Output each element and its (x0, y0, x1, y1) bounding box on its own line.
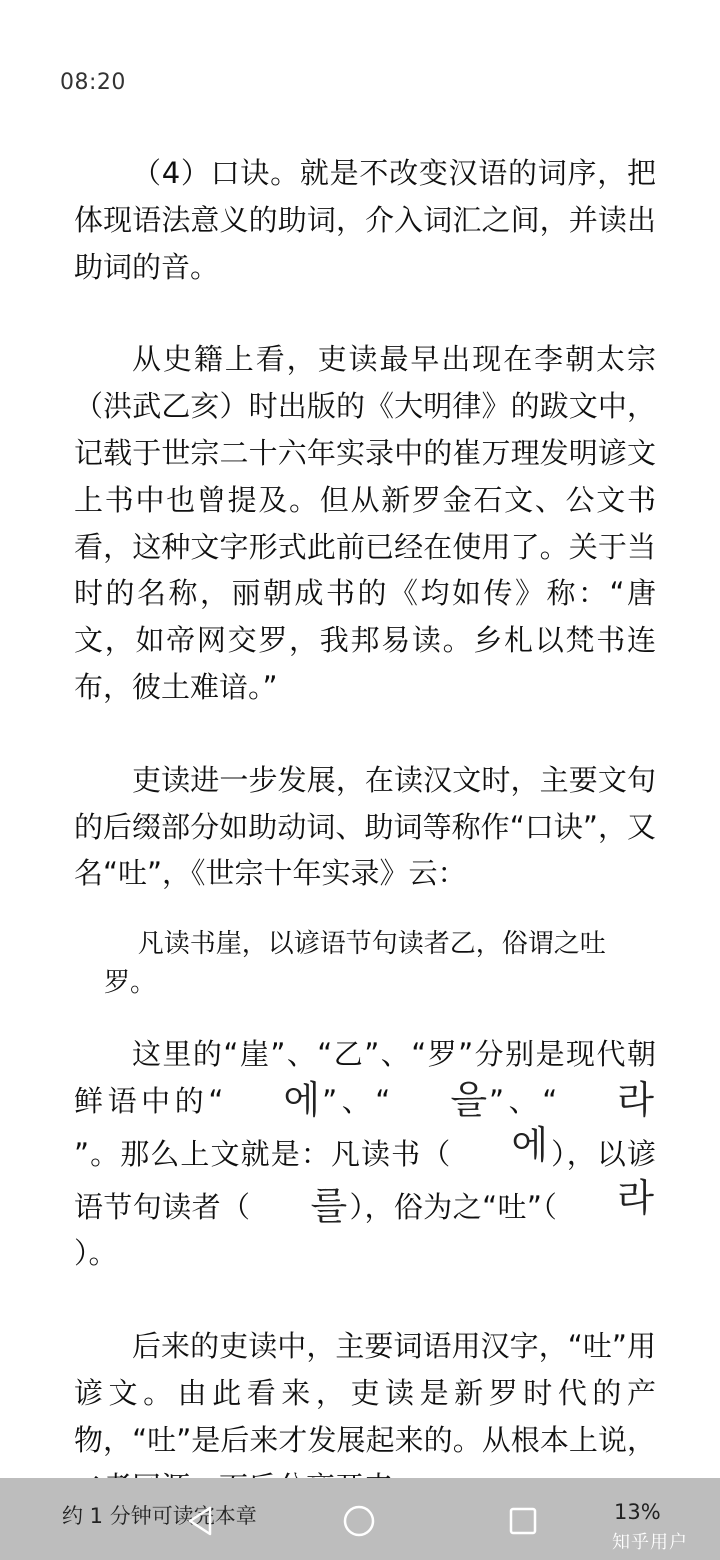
paragraph-1: （4）口诀。就是不改变汉语的词序，把体现语法意义的助词，介入词汇之间，并读出助词的音。 (74, 156, 656, 284)
article-content (74, 150, 656, 1510)
progress-label: 13% (614, 1500, 661, 1524)
paragraph-5: 后来的吏读中，主要词语用汉字，“吐”用谚文。由此看来，吏读是新罗时代的产物，“吐”是后来才发展起来的。从根本上说， (74, 1329, 656, 1457)
p4-text-e: ），以谚语节句读者（ (74, 1136, 656, 1224)
watermark-label: 知乎用户 (612, 1532, 688, 1553)
paragraph-3: 吏读进一步发展，在读汉文时，主要文句的后缀部分如助动词、助词等称作“口诀”，又名“吐”，《世宗十年实录》云： (74, 762, 656, 891)
p4-text-c: ”、“ (489, 1083, 558, 1118)
p4-text-b: ”、“ (322, 1083, 391, 1118)
home-circle-icon[interactable] (342, 1504, 376, 1538)
bottom-bar (0, 1478, 720, 1560)
hangul-e-glyph-2: 에 (511, 1122, 549, 1167)
hangul-ra-glyph: 라 (617, 1077, 654, 1122)
p4-text-g: ）。 (74, 1236, 118, 1271)
hangul-ra-glyph-2: 라 (617, 1175, 654, 1220)
p4-text-a: 这里的“崖”、“乙”、“罗”分别是现代朝鲜语中的“ (74, 1037, 656, 1118)
reading-time-label: 约 1 分钟可读完本章 (62, 1504, 257, 1528)
hangul-reul-glyph: 를 (310, 1183, 348, 1228)
paragraph-4 (74, 1031, 656, 1277)
p4-text-f: ），俗为之“吐”（ (349, 1189, 558, 1224)
p4-text-d: ”。那么上文就是：凡读书（ (74, 1136, 452, 1171)
paragraph-2: 从史籍上看，吏读最早出现在李朝太宗（洪武乙亥）时出版的《大明律》的跋文中，记载于世宗二十六年实录中的崔万理发明谚文上书中也曾提及。但从新罗金石文、公文书看，这种文字形式此前已经在使用了。关于当时的名称，丽朝成书的《均如传》称：“唐文，如帝网交罗，我邦易读。乡札以梵书连布，彼土难谙。” (74, 342, 656, 704)
hangul-e-glyph: 에 (283, 1077, 321, 1122)
recent-square-icon[interactable] (506, 1504, 540, 1538)
status-time: 08:20 (60, 70, 126, 95)
back-triangle-icon[interactable] (184, 1504, 218, 1538)
hangul-eul-glyph: 을 (450, 1077, 488, 1122)
block-quote: 凡读书崖，以谚语节句读者乙，俗谓之吐罗。 (104, 929, 606, 999)
